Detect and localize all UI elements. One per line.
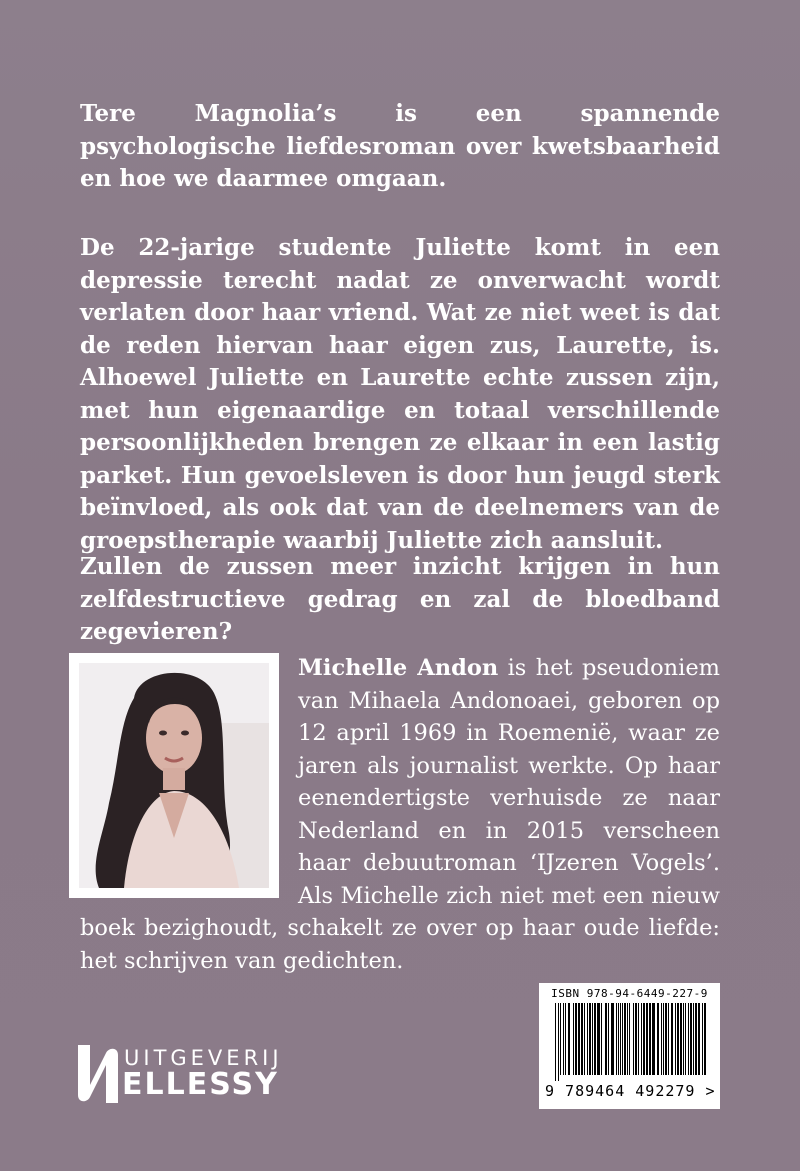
barcode-bar — [680, 1003, 682, 1075]
barcode-bar — [624, 1003, 626, 1075]
barcode-bar — [594, 1003, 596, 1075]
barcode-bar — [641, 1003, 642, 1075]
barcode-bar — [675, 1003, 676, 1075]
barcode-bar — [611, 1003, 614, 1075]
blurb-intro: Tere Magnolia’s is een spannende psychologische liefdesroman over kwetsbaarheid en hoe we daarmee omgaan. — [80, 100, 720, 192]
barcode-bar — [657, 1003, 659, 1075]
isbn-barcode — [539, 983, 720, 1109]
barcode-bar — [646, 1003, 648, 1075]
blurb-question: Zullen de zussen meer inzicht krijgen in hun zelfdestructieve gedrag en zal de bloedband zegevieren? — [80, 553, 720, 645]
publisher-logo-icon — [76, 1045, 120, 1103]
publisher-name: ELLESSY — [122, 1067, 279, 1102]
barcode-bar — [688, 1003, 689, 1075]
barcode-bar — [704, 1003, 706, 1075]
publisher-label: UITGEVERIJ — [124, 1046, 283, 1070]
barcode-bar — [555, 1003, 556, 1081]
barcode-bar — [565, 1003, 566, 1075]
barcode-bar — [592, 1003, 593, 1075]
barcode-bar — [629, 1003, 630, 1075]
barcode-bar — [563, 1003, 564, 1075]
barcode-bar — [695, 1003, 697, 1075]
barcode-bar — [587, 1003, 588, 1075]
barcode-bar — [584, 1003, 585, 1075]
barcode-bar — [616, 1003, 617, 1075]
barcode-bar — [652, 1003, 655, 1075]
barcode-bar — [573, 1003, 574, 1075]
barcode-bar — [685, 1003, 686, 1075]
blurb-synopsis: De 22-jarige studente Juliette komt in een depressie terecht nadat ze onverwacht wordt verlaten door haar vriend. Wat ze niet weet is dat de reden hiervan haar eigen zus, Laurette, is. Alhoewel Juliette en Laurette echte zussen zijn, met hun eigenaardige en totaal verschillende persoonlijkheden brengen ze elkaar in een lastig parket. Hun gevoelsleven is door hun jeugd sterk beïnvloed, als ook dat van de deelnemers van de groepstherapie waarbij Juliette zich aansluit. — [80, 234, 720, 554]
barcode-bar — [671, 1003, 673, 1075]
barcode-bar — [568, 1003, 570, 1075]
barcode-bar — [627, 1003, 628, 1075]
author-name: Michelle Andon — [298, 655, 499, 681]
author-bio-text: is het pseudoniem van Mihaela Andonoaei, geboren op 12 april 1969 in Roemenië, waar ze jaren als journalist werkte. Op haar eenendertigste verhuisde ze naar Nederland en in 2015 verscheen haar debuutroman ‘IJzeren Vogels’. Als Michelle zich niet met een nieuw boek bezighoudt, schakelt ze over op haar oude liefde: het schrijven van gedichten. — [80, 655, 720, 974]
barcode-bar — [690, 1003, 692, 1075]
barcode-bar — [638, 1003, 639, 1075]
barcode-bar — [649, 1003, 651, 1075]
barcode-bar — [597, 1003, 600, 1075]
ean-digits: 9 789464 492279 > — [545, 1082, 716, 1100]
barcode-bar — [608, 1003, 609, 1075]
barcode-bar — [663, 1003, 664, 1075]
barcode-bar — [618, 1003, 619, 1075]
barcode-bar — [581, 1003, 583, 1075]
barcode-bar — [668, 1003, 669, 1075]
barcode-bar — [643, 1003, 645, 1075]
barcode-bar — [665, 1003, 667, 1075]
barcode-bar — [620, 1003, 621, 1075]
barcode-bar — [633, 1003, 634, 1075]
barcode-bar — [677, 1003, 679, 1075]
barcode-bar — [558, 1003, 559, 1081]
barcode-bar — [661, 1003, 662, 1075]
barcode-bar — [589, 1003, 591, 1075]
isbn-number: ISBN 978-94-6449-227-9 — [551, 987, 708, 1000]
barcode-bar — [605, 1003, 607, 1075]
barcode-bar — [578, 1003, 580, 1075]
barcode-bar — [702, 1003, 703, 1075]
barcode-bar — [601, 1003, 602, 1075]
barcode-bar — [622, 1003, 623, 1075]
barcode-bar — [575, 1003, 577, 1075]
barcode-bars — [545, 1003, 714, 1081]
barcode-bar — [698, 1003, 700, 1075]
barcode-bar — [635, 1003, 637, 1075]
barcode-bar — [560, 1003, 561, 1075]
barcode-bar — [693, 1003, 694, 1075]
author-bio — [80, 652, 720, 977]
barcode-bar — [683, 1003, 684, 1075]
